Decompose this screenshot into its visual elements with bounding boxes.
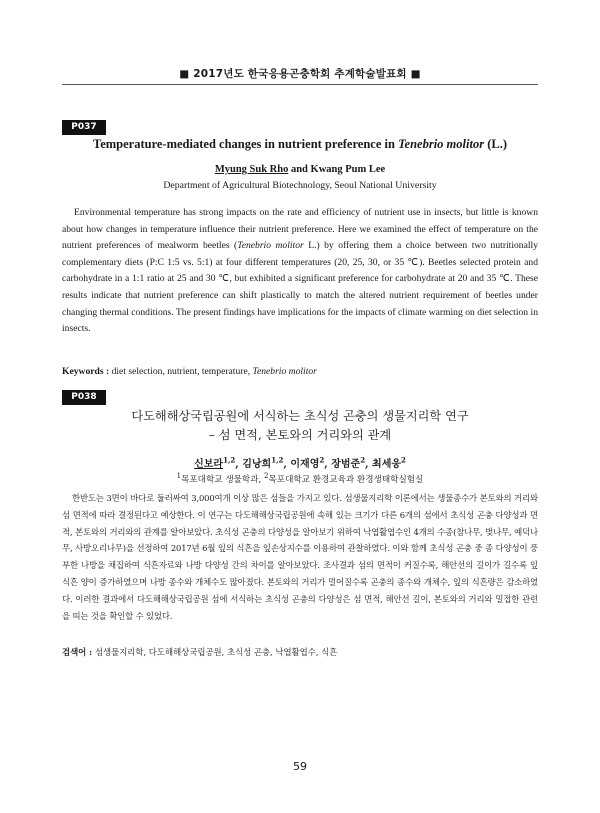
- p038-title-line1: 다도해해상국립공원에 서식하는 초식성 곤충의 생물지리학 연구: [131, 409, 469, 423]
- p038-keywords: [62, 646, 538, 658]
- p038-affil-2: 목포대학교 환경교육과 환경생태학실험실: [268, 474, 424, 485]
- p038-author-sup: 2: [401, 455, 406, 465]
- p038-keywords-text: 섬생물지리학, 다도해해상국립공원, 초식성 곤충, 낙엽활엽수, 식흔: [92, 647, 338, 657]
- p038-author-name: 김낭희: [242, 459, 272, 470]
- p038-affiliation: [62, 472, 538, 485]
- p037-title-suffix: (L.): [484, 137, 507, 151]
- p038-author-name: 장범준: [331, 459, 361, 470]
- p038-abstract: 한반도는 3면이 바다로 둘러싸여 3,000여개 이상 많은 섬들을 가지고 있다. 섬생물지리학 이론에서는 생물종수가 본토와의 거리와 섬 면적에 따라 결정된다고 예상한다. 이 연구는 다도해해상국립공원에 속해 있는 크기가 다른 6개의 섬에서 초식성 곤충 다양성과 면적, 본토와의 거리와의 관계를 알아보았다. 초식성 곤충의 다양성을 알아보기 위하여 낙엽활엽수인 4개의 수종(참나무, 벚나무, 예덕나무, 사방오리나무)을 선정하여 2017년 6월 잎의 식흔을 잎손상지수를 이용하여 관찰하였다. 이와 함께 초식성 곤충 중 종 다양성이 풍부한 나방을 채집하여 식흔자료와 나방 다양성 간의 차이를 알아보았다. 조사결과 섬의 면적이 커질수록, 해안선의 길이가 길수록 잎 식흔 양이 증가하였으며 나방 종수와 개체수도 많아졌다. 본토와의 거리가 멀어질수록 곤충의 종수와 개체수, 잎의 식흔량은 감소하였다. 이러한 결과에서 다도해해상국립공원 섬에 서식하는 초식성 곤충의 다양성은 섬 면적, 해안선 길이, 본토와의 거리와 밀접한 관련을 띠는 것을 확인할 수 있었다.: [62, 493, 538, 621]
- p038-author-sep: ,: [324, 459, 332, 470]
- p038-author-name: 최세웅: [372, 459, 402, 470]
- p037-affiliation: Department of Agricultural Biotechnology, Seoul National University: [163, 180, 437, 191]
- p037-keywords-label: Keywords :: [62, 366, 110, 377]
- p037-abstract-species: Tenebrio molitor: [237, 240, 304, 252]
- p038-affil-sup: 2: [264, 472, 269, 480]
- p038-affil-sup: 1: [176, 472, 182, 480]
- poster-badge-p037: P037: [62, 120, 106, 135]
- p037-title: [62, 137, 538, 152]
- p038-authors: [62, 455, 538, 470]
- p037-abstract-part2: L.) by offering them a choice between two nutritionally complementary diets (P:C 1:5 vs. 5:1) at four different temperatures (20, 25, 30, or 35 ℃). Beetles selected protein and carbohydrate in a 1:1 ratio at 25 and 30 ℃, but exhibited a significant preference for carbohydrate at 20 and 35 ℃. These results indicate that nutrient preference can shift plastically to match the altered nutrient requirement of beetles under changing thermal conditions. The present findings have implications for the impacts of climate warming on diet selection in insects.: [62, 240, 538, 335]
- p037-title-prefix: Temperature-mediated changes in nutrient preference in: [93, 137, 399, 151]
- p038-author-sup: 1,2: [223, 455, 236, 465]
- p038-title: [62, 407, 538, 445]
- p038-author-sup: 1,2: [271, 455, 284, 465]
- p037-abstract-part1: Environmental temperature has strong impacts on the rate and efficiency of nutrient use in insects, but little is known about how changes in temperature influence their nutrient preference. Here we examined the effect of temperature on the nutrient preferences of mealworm beetles (: [62, 207, 538, 252]
- p038-keywords-label: 검색어 :: [62, 647, 93, 657]
- p038-title-line2: – 섬 면적, 본토와의 거리와의 관계: [208, 428, 392, 442]
- p038-author-sup: 2: [319, 455, 325, 465]
- p038-author-sep: ,: [235, 459, 243, 470]
- p038-author-name: 이재영: [290, 459, 320, 470]
- poster-badge-p038: P038: [62, 390, 106, 405]
- p038-author-sep: ,: [365, 459, 373, 470]
- p037-presenting-author: Myung Suk Rho: [214, 164, 289, 175]
- p038-author-name: 신보라: [194, 459, 224, 470]
- p037-keywords: [62, 366, 538, 377]
- p037-authors: [62, 164, 538, 175]
- p037-coauthors: and Kwang Pum Lee: [288, 164, 386, 175]
- p038-affil-1: 목포대학교 생물학과,: [181, 474, 264, 485]
- p037-keywords-text: diet selection, nutrient, temperature,: [109, 366, 253, 377]
- p037-abstract: [62, 205, 538, 338]
- proceedings-header: ■ 2017년도 한국응용곤충학회 추계학술발표회 ■: [179, 68, 421, 80]
- p037-keywords-species: Tenebrio molitor: [252, 366, 317, 377]
- page-number: 59: [293, 760, 307, 773]
- p037-title-species: Tenebrio molitor: [398, 137, 485, 151]
- header-divider: [62, 84, 538, 85]
- p038-author-sep: ,: [283, 459, 291, 470]
- p038-author-sup: 2: [360, 455, 366, 465]
